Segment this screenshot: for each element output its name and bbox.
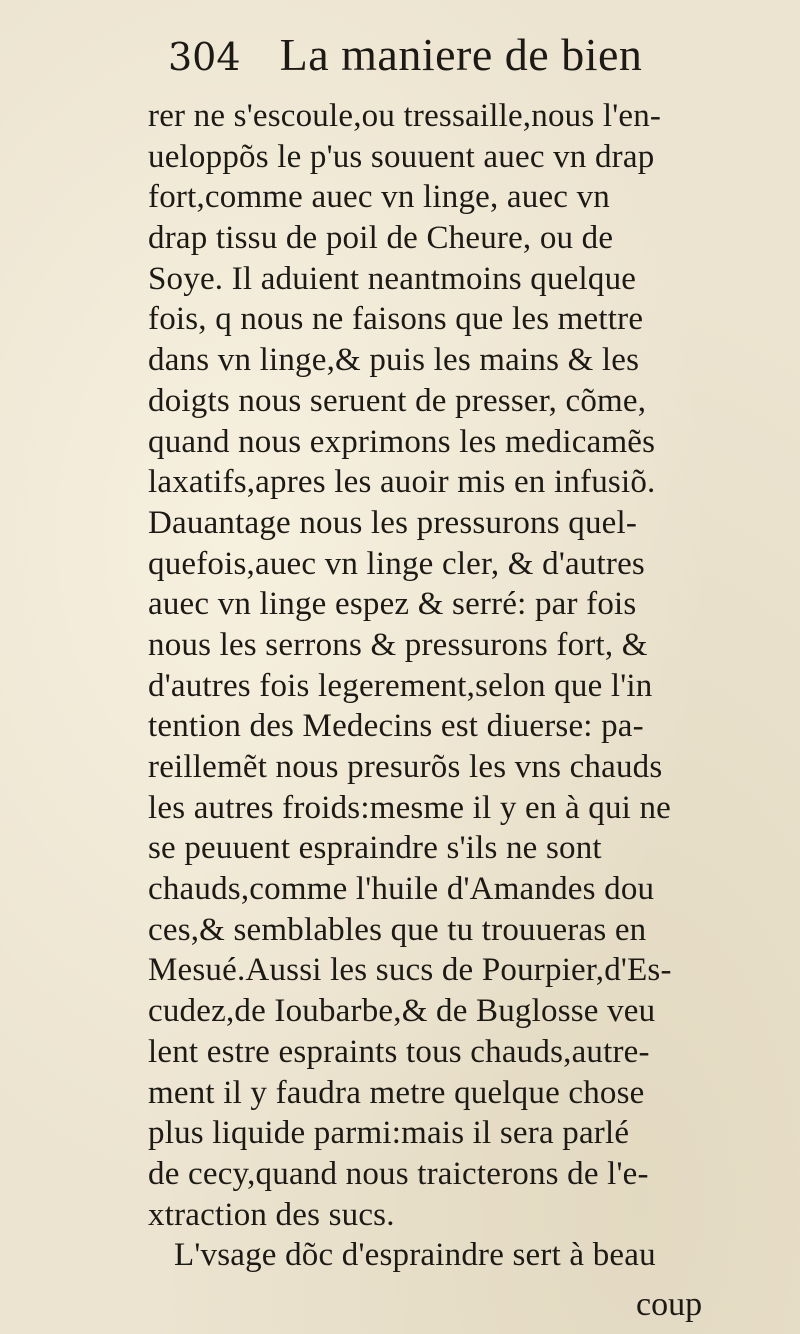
paragraph-first-line: L'vsage dõc d'espraindre sert à beau [174, 1237, 656, 1274]
text-line: rer ne s'escoule,ou tressaille,nous l'en- [148, 98, 662, 134]
running-head [168, 28, 728, 88]
text-line: cudez,de Ioubarbe,& de Buglosse veu [148, 993, 656, 1030]
body-text [148, 96, 770, 1276]
catchword: coup [636, 1286, 703, 1323]
text-line: auec vn linge espez & serré: par fois [148, 586, 637, 623]
text-line: fois, q nous ne faisons que les mettre [148, 301, 644, 338]
text-line: reillemẽt nous presurõs les vns chauds [148, 749, 663, 785]
text-line: doigts nous seruent de presser, cõme, [148, 382, 647, 419]
text-line: nous les serrons & pressurons fort, & [148, 626, 648, 663]
text-line: les autres froids:mesme il y en à qui ne [148, 789, 672, 826]
text-line: plus liquide parmi:mais il sera parlé [148, 1115, 630, 1152]
text-line: drap tissu de poil de Cheure, ou de [148, 220, 614, 257]
text-line: Dauantage nous les pressurons quel- [148, 504, 638, 541]
text-line: quand nous exprimons les medicamẽs [148, 423, 656, 460]
text-line: chauds,comme l'huile d'Amandes dou [148, 871, 655, 908]
text-line: fort,comme auec vn linge, auec vn [148, 179, 610, 216]
text-line: Soye. Il aduient neantmoins quelque [148, 260, 637, 297]
text-line: xtraction des sucs. [148, 1196, 395, 1233]
text-line: dans vn linge,& puis les mains & les [148, 342, 640, 379]
text-line: lent estre espraints tous chauds,autre- [148, 1033, 650, 1070]
text-line: laxatifs,apres les auoir mis en infusiõ. [148, 464, 656, 501]
text-line: ueloppõs le p'us souuent auec vn drap [148, 138, 655, 175]
text-line: tention des Medecins est diuerse: pa- [148, 708, 644, 745]
text-line: de cecy,quand nous traicterons de l'e- [148, 1155, 649, 1192]
running-title: La maniere de bien [279, 29, 643, 80]
text-line: d'autres fois legerement,selon que l'in [148, 667, 653, 704]
text-line: quefois,auec vn linge cler, & d'autres [148, 545, 645, 582]
text-line: se peuuent espraindre s'ils ne sont [148, 830, 602, 867]
text-line: ment il y faudra metre quelque chose [148, 1074, 645, 1111]
text-line: ces,& semblables que tu trouueras en [148, 911, 647, 948]
page-number: 304 [168, 35, 241, 79]
text-line: Mesué.Aussi les sucs de Pourpier,d'Es- [148, 952, 672, 989]
